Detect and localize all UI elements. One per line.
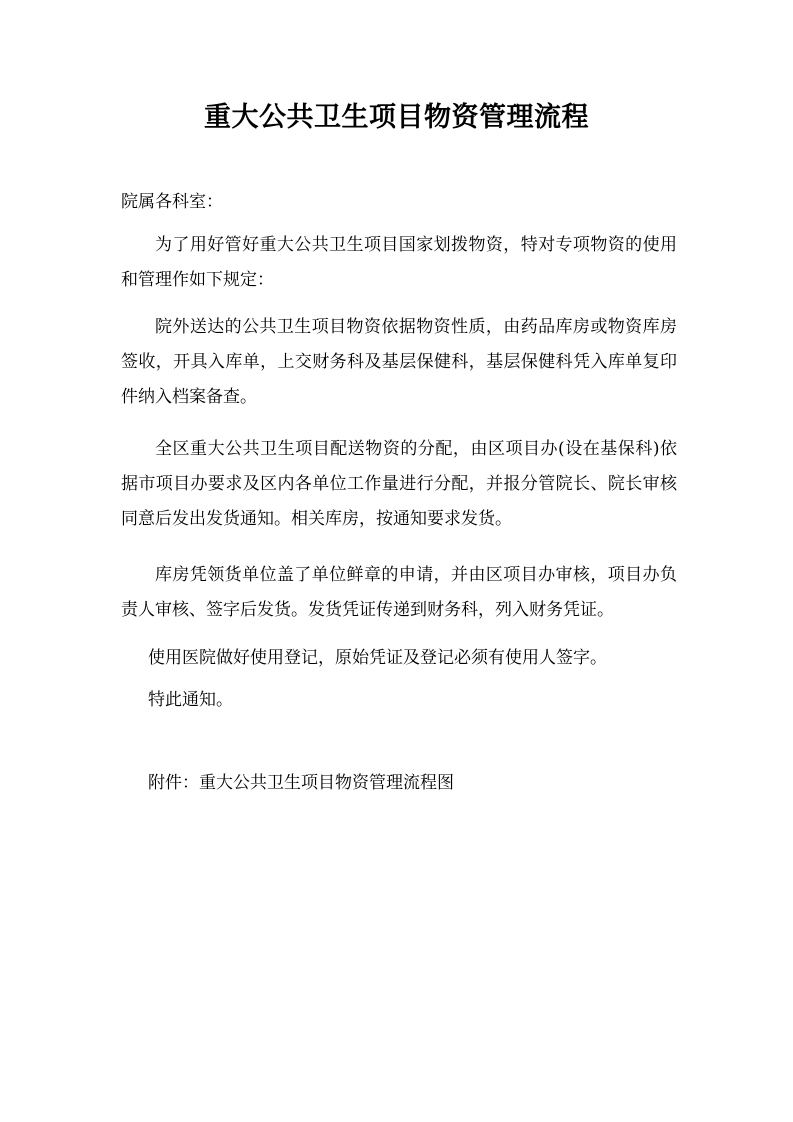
- paragraph-distribution: 全区重大公共卫生项目配送物资的分配，由区项目办(设在基保科)依据市项目办要求及区内各单位工作量进行分配，并报分管院长、院长审核同意后发出发货通知。相关库房，按通知要求发货。: [121, 439, 677, 529]
- paragraph-receiving: 院外送达的公共卫生项目物资依据物资性质，由药品库房或物资库房签收，开具入库单，上交财务科及基层保健科，基层保健科凭入库单复印件纳入档案备查。: [121, 317, 677, 407]
- paragraph-usage-registration: 使用医院做好使用登记，原始凭证及登记必须有使用人签字。: [148, 648, 607, 668]
- attachment-line: 附件：重大公共卫生项目物资管理流程图: [148, 773, 454, 793]
- salutation: 院属各科室：: [121, 192, 223, 212]
- document-title: 重大公共卫生项目物资管理流程: [204, 102, 589, 133]
- paragraph-purpose: 为了用好管好重大公共卫生项目国家划拨物资，特对专项物资的使用和管理作如下规定：: [121, 235, 677, 290]
- closing-notice: 特此通知。: [148, 690, 233, 710]
- paragraph-shipping: 库房凭领货单位盖了单位鲜章的申请，并由区项目办审核，项目办负责人审核、签字后发货。发货凭证传递到财务科，列入财务凭证。: [121, 565, 677, 620]
